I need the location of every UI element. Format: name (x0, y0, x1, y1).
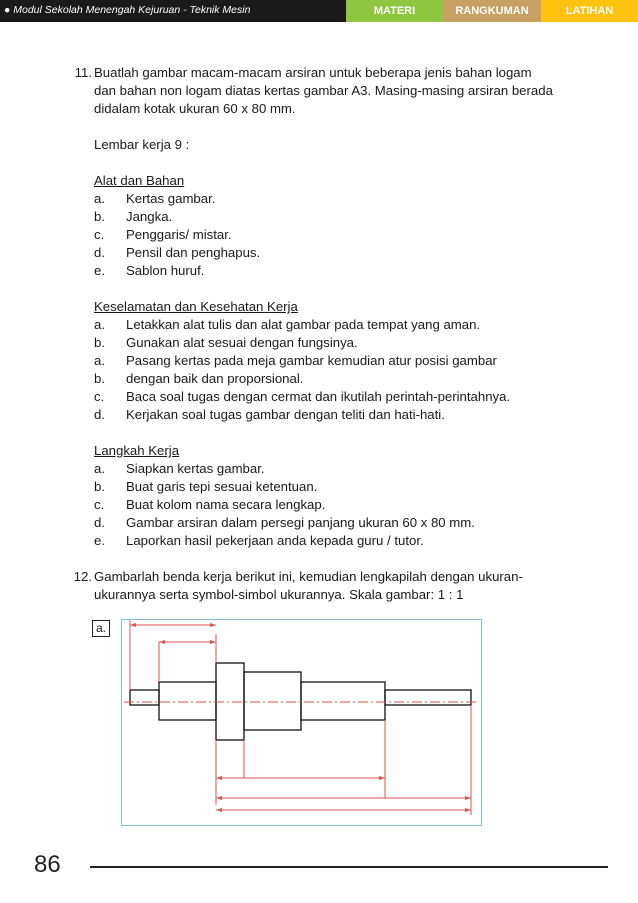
tab-rangkuman[interactable]: RANGKUMAN (443, 0, 541, 22)
list-item (94, 532, 584, 550)
item-letter: b. (94, 209, 105, 224)
section-heading-k3: Keselamatan dan Kesehatan Kerja (94, 299, 298, 314)
list-item (94, 460, 584, 478)
list-item (94, 406, 584, 424)
item-text: Buat garis tepi sesuai ketentuan. (126, 479, 318, 494)
header-bar (0, 0, 638, 22)
shaft-step (159, 682, 216, 720)
item-text: Buat kolom nama secara lengkap. (126, 497, 326, 512)
tab-latihan[interactable]: LATIHAN (541, 0, 638, 22)
shaft-step (385, 690, 471, 705)
item-letter: a. (94, 353, 105, 368)
list-item (94, 478, 584, 496)
tab-materi[interactable]: MATERI (346, 0, 443, 22)
list-item (94, 496, 584, 514)
item-text: Sablon huruf. (126, 263, 205, 278)
list-item (94, 244, 584, 262)
question-text-line: Buatlah gambar macam-macam arsiran untuk beberapa jenis bahan logam (94, 65, 532, 80)
item-letter: a. (94, 191, 105, 206)
item-text: Baca soal tugas dengan cermat dan ikutilah perintah-perintahnya. (126, 389, 511, 404)
list-item (94, 316, 584, 334)
figure-label: a. (92, 620, 110, 637)
shaft-step (244, 672, 301, 730)
item-letter: e. (94, 533, 105, 548)
item-text: Laporkan hasil pekerjaan anda kepada guru / tutor. (126, 533, 424, 548)
item-letter: b. (94, 335, 105, 350)
list-item (94, 190, 584, 208)
list-item (94, 208, 584, 226)
item-text: Letakkan alat tulis dan alat gambar pada tempat yang aman. (126, 317, 481, 332)
question-12-body (94, 568, 584, 604)
item-letter: b. (94, 479, 105, 494)
item-text: Pasang kertas pada meja gambar kemudian atur posisi gambar (126, 353, 497, 368)
section-heading-alat: Alat dan Bahan (94, 173, 185, 188)
list-item (94, 262, 584, 280)
shaft-drawing-svg (122, 620, 481, 825)
item-letter: c. (94, 389, 105, 404)
item-text: Gunakan alat sesuai dengan fungsinya. (126, 335, 358, 350)
item-letter: d. (94, 245, 105, 260)
item-letter: e. (94, 263, 105, 278)
question-number: 11. (74, 65, 92, 80)
question-text-line: didalam kotak ukuran 60 x 80 mm. (94, 101, 296, 116)
item-text: Penggaris/ mistar. (126, 227, 232, 242)
question-text-line: dan bahan non logam diatas kertas gambar A3. Masing-masing arsiran berada (94, 83, 553, 98)
item-text: Kerjakan soal tugas gambar dengan teliti dan hati-hati. (126, 407, 445, 422)
list-item (94, 514, 584, 532)
item-letter: c. (94, 227, 105, 242)
list-item (94, 334, 584, 352)
item-letter: d. (94, 515, 105, 530)
shaft-step (301, 682, 385, 720)
list-item (94, 370, 584, 388)
item-text: Kertas gambar. (126, 191, 216, 206)
question-11-body (94, 64, 584, 568)
item-letter: c. (94, 497, 105, 512)
shaft-step (130, 690, 159, 705)
item-text: Gambar arsiran dalam persegi panjang ukuran 60 x 80 mm. (126, 515, 475, 530)
item-text: Siapkan kertas gambar. (126, 461, 265, 476)
shaft-drawing (121, 619, 482, 826)
item-letter: d. (94, 407, 105, 422)
item-text: Pensil dan penghapus. (126, 245, 261, 260)
list-item (94, 388, 584, 406)
item-letter: a. (94, 461, 105, 476)
list-item (94, 352, 584, 370)
question-text-line: Gambarlah benda kerja berikut ini, kemudian lengkapilah dengan ukuran- (94, 569, 523, 584)
item-letter: a. (94, 317, 105, 332)
worksheet-label: Lembar kerja 9 : (94, 137, 190, 152)
item-text: Jangka. (126, 209, 173, 224)
page-number: 86 (34, 851, 61, 878)
module-title: ● Modul Sekolah Menengah Kejuruan - Teknik Mesin (4, 4, 251, 16)
question-text-line: ukurannya serta symbol-simbol ukurannya. Skala gambar: 1 : 1 (94, 587, 464, 602)
question-number: 12. (73, 569, 92, 584)
item-letter: b. (94, 371, 105, 386)
section-heading-langkah: Langkah Kerja (94, 443, 180, 458)
footer-rule (90, 866, 608, 868)
list-item (94, 226, 584, 244)
item-text: dengan baik dan proporsional. (126, 371, 304, 386)
